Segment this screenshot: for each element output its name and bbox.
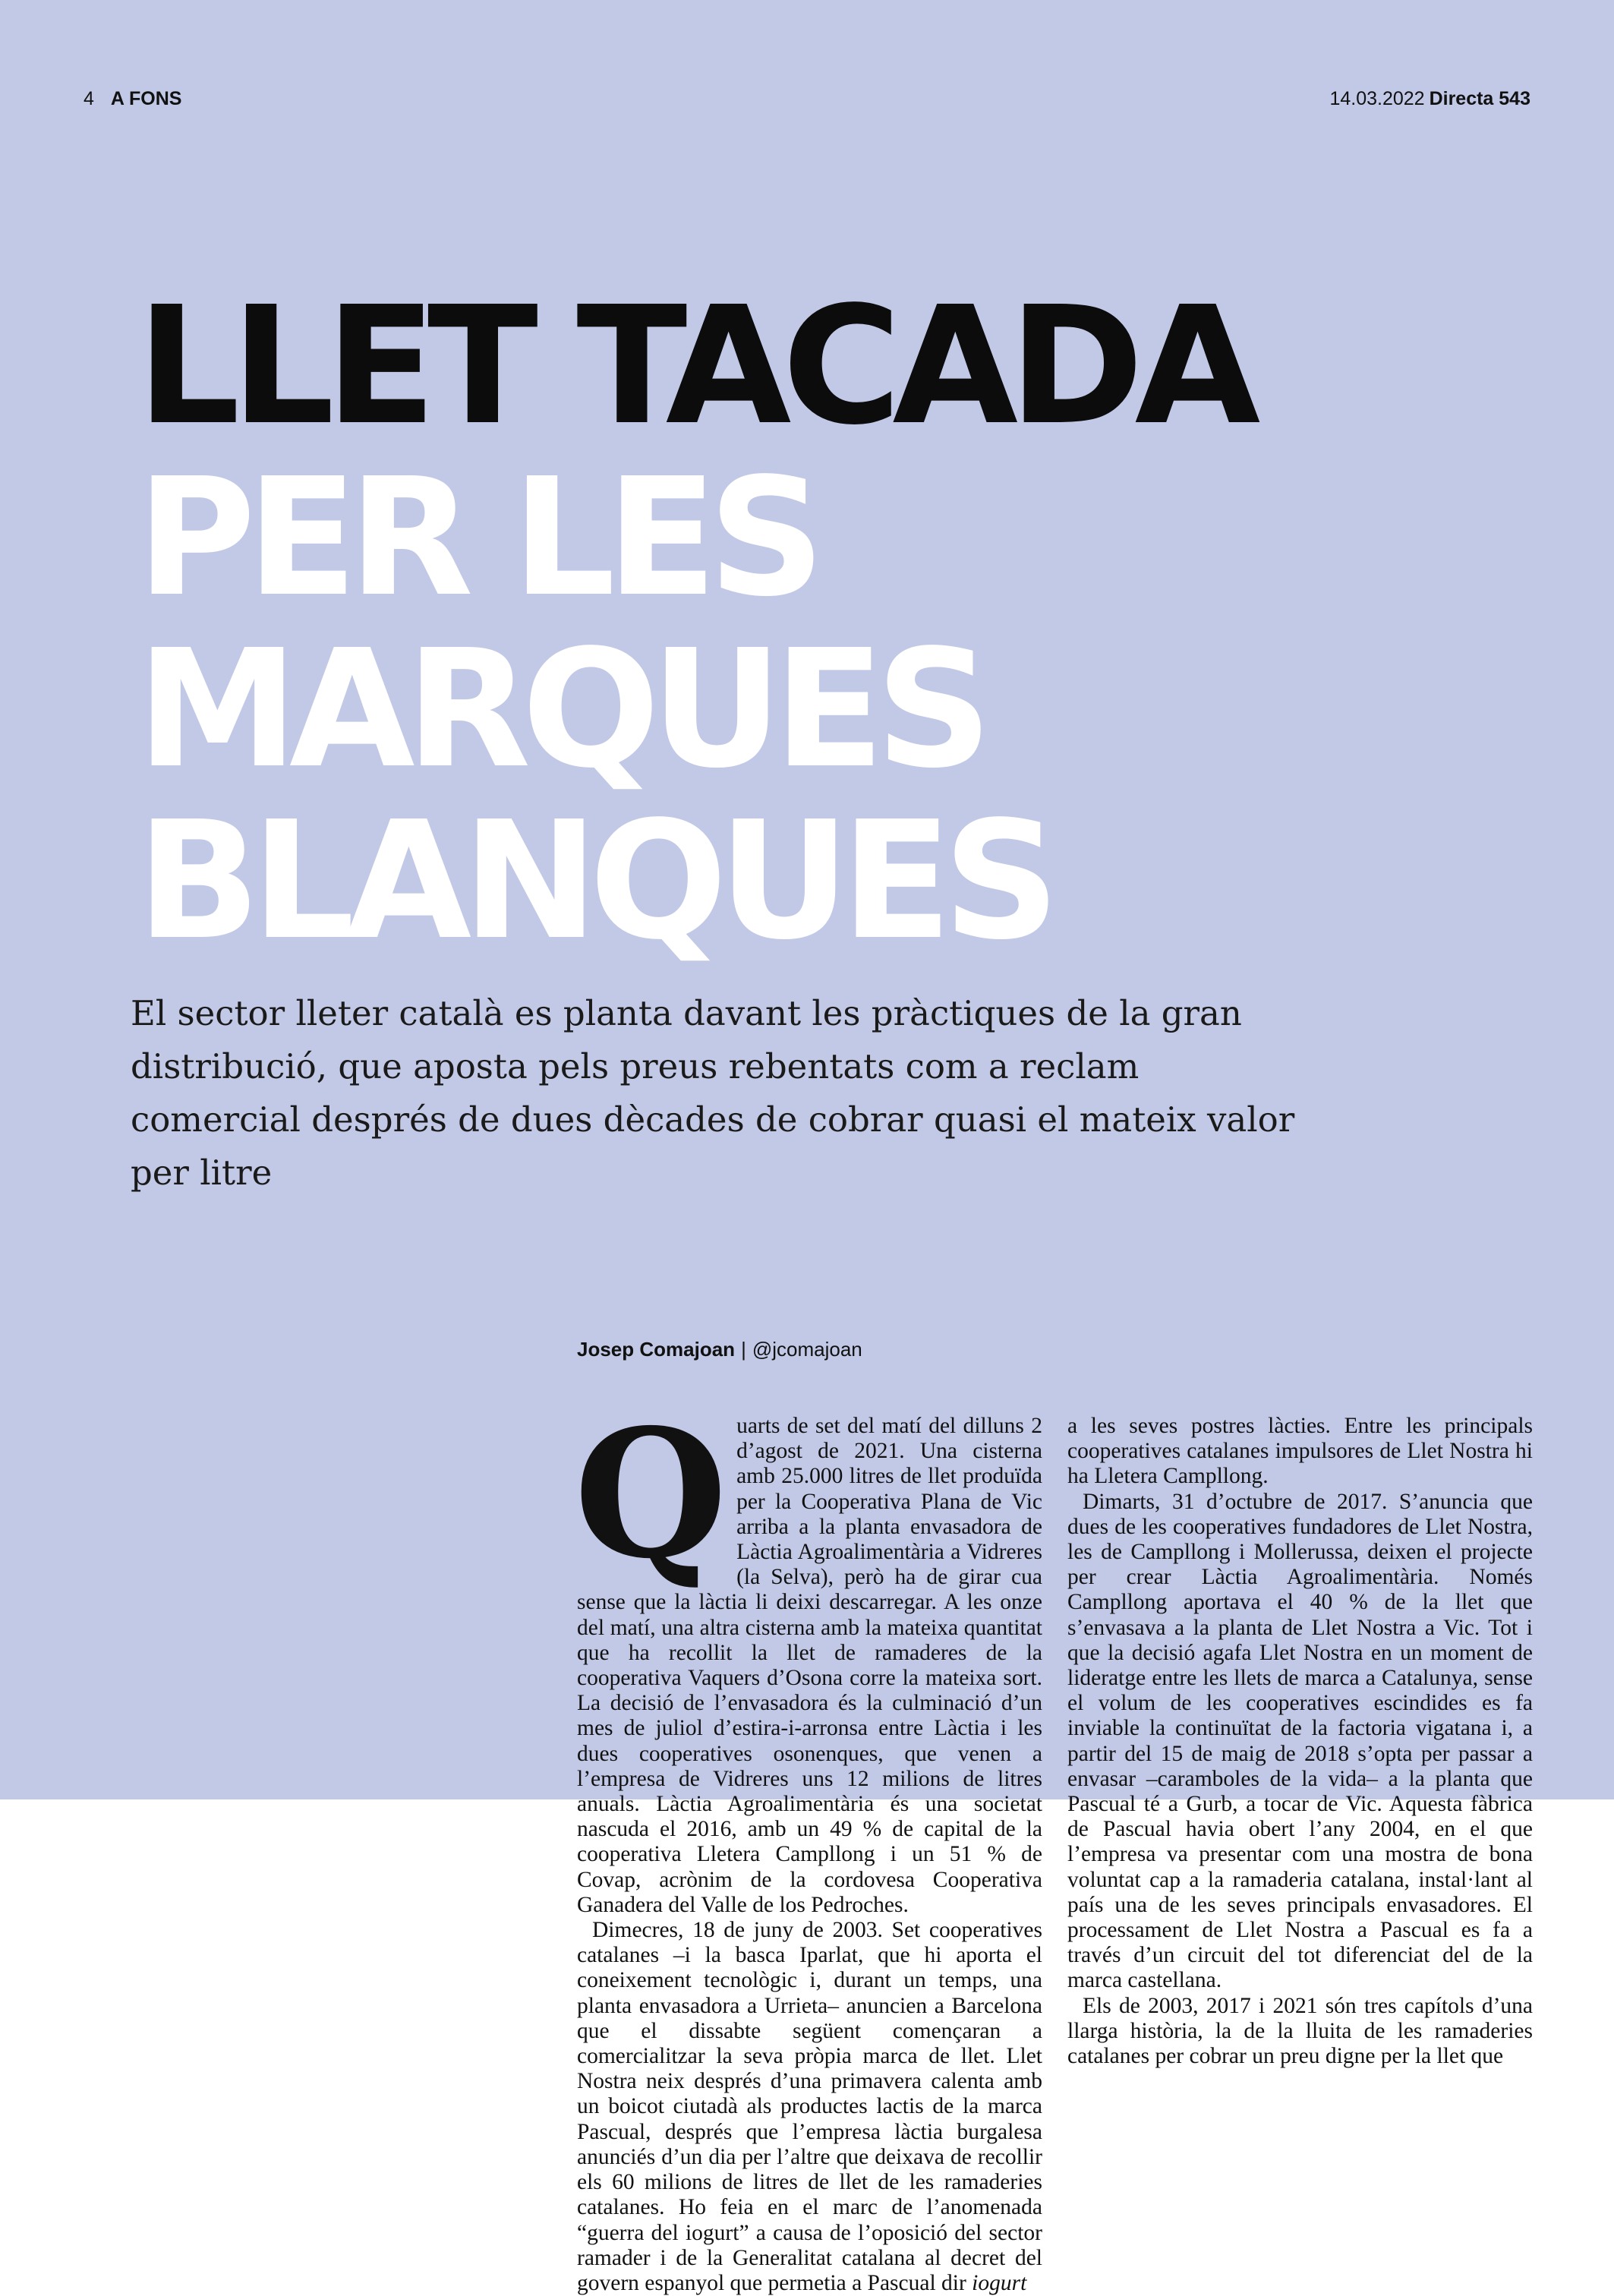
byline — [577, 1338, 862, 1361]
body-column-2 — [1067, 1414, 1533, 2069]
headline-line-1: LLET TACADA — [137, 272, 1252, 461]
author-name: Josep Comajoan — [577, 1338, 736, 1361]
headline — [137, 272, 1252, 976]
italic-term: iogurt — [972, 2270, 1027, 2295]
headline-line-4: BLANQUES — [137, 787, 1051, 976]
byline-separator: | — [741, 1338, 746, 1361]
page-number: 4 — [84, 88, 94, 109]
paragraph-1-text: uarts de set del matí del dilluns 2 d’agost de 2021. Una cisterna amb 25.000 litres de llet produïda per la Cooperativa Plana de Vic arriba a la planta envasadora de Làctia Agroalimentària a Vidreres (la Selva), però ha de girar cua sense que la làctia li deixi descarregar. A les onze del matí, una altra cisterna amb la mateixa quantitat que ha recollit la llet de ramaderes de la cooperativa Vaquers d’Osona corre la mateixa sort. La decisió de l’envasadora és la culminació d’un mes de juliol d’estira-i-arronsa entre Làctia i les dues cooperatives osonenques, que venen a l’empresa de Vidreres uns 12 milions de litres anuals. Làctia Agroalimentària és una societat nascuda el 2016, amb un 49 % de capital de la cooperativa Lletera Campllong i un 51 % de Covap, acrònim de la cordovesa Cooperativa Ganadera del Valle de los Pedroches. — [577, 1414, 1042, 1917]
body-paragraph-2 — [577, 1918, 1042, 2296]
body-paragraph-3: Dimarts, 31 d’octubre de 2017. S’anuncia que dues de les cooperatives fundadores de Llet Nostra, les de Campllong i Mollerussa, deixen el projecte per crear Làctia Agroalimentària. Només Campllong aportava el 40 % de la llet que s’envasava a la planta de Llet Nostra a Vic. Tot i que la decisió agafa Llet Nostra en un moment de lideratge entre les llets de marca a Catalunya, sense el volum de les cooperatives escindides es fa inviable la continuïtat de la factoria vigatana i, a partir del 15 de maig de 2018 s’opta per passar a envasar –caramboles de la vida– a la planta que Pascual té a Gurb, a tocar de Vic. Aquesta fàbrica de Pascual havia obert l’any 2004, en el que l’empresa va presentar com una mostra de bona voluntat cap a la ramaderia catalana, instal·lant al país una de les seves principals envasadores. El processament de Llet Nostra a Pascual es fa a través d’un circuit del tot diferenciat del de la marca castellana. — [1067, 1489, 1533, 1993]
headline-line-3: MARQUES — [137, 615, 984, 804]
standfirst: El sector lleter català es planta davant les pràctiques de la gran distribució, que aposta pels preus rebentats com a reclam comercial després de dues dècades de cobrar quasi el mateix valor per litre — [131, 993, 1295, 1193]
publication-name: Directa 543 — [1429, 88, 1530, 109]
headline-line-2: PER LES — [137, 443, 816, 632]
author-handle: @jcomajoan — [752, 1338, 862, 1361]
body-paragraph-1 — [574, 1390, 1042, 1918]
drop-cap: Q — [574, 1390, 728, 1597]
body-column-1 — [574, 1390, 1042, 2296]
page-header-left — [84, 88, 181, 110]
paragraph-2-text: Dimecres, 18 de juny de 2003. Set cooperatives catalanes –i la basca Iparlat, que hi aporta el coneixement tecnològic i, durant un temps, una planta envasadora a Urrieta– anuncien a Barcelona que el dissabte següent començaran a comercialitzar la seva pròpia marca de llet. Llet Nostra neix després d’una primavera calenta amb un boicot ciutadà als productes lactis de la marca Pascual, després que l’empresa làctia burgalesa anunciés d’un dia per l’altre que deixava de recollir els 60 milions de litres de llet de les ramaderies catalanes. Ho feia en el marc de l’anomenada “guerra del iogurt” a causa de l’oposició del sector ramader i de la Generalitat catalana al decret del govern espanyol que permetia a Pascual dir — [577, 1918, 1042, 2295]
page-header-right — [1329, 88, 1530, 110]
section-label: A FONS — [110, 88, 182, 109]
body-paragraph-4: Els de 2003, 2017 i 2021 són tres capítols d’una llarga història, la de la lluita de les ramaderies catalanes per cobrar un preu digne per la llet que — [1067, 1993, 1533, 2069]
issue-date: 14.03.2022 — [1329, 88, 1425, 109]
body-paragraph-2-continued: a les seves postres làcties. Entre les principals cooperatives catalanes impulsores de Llet Nostra hi ha Lletera Campllong. — [1067, 1414, 1533, 1489]
